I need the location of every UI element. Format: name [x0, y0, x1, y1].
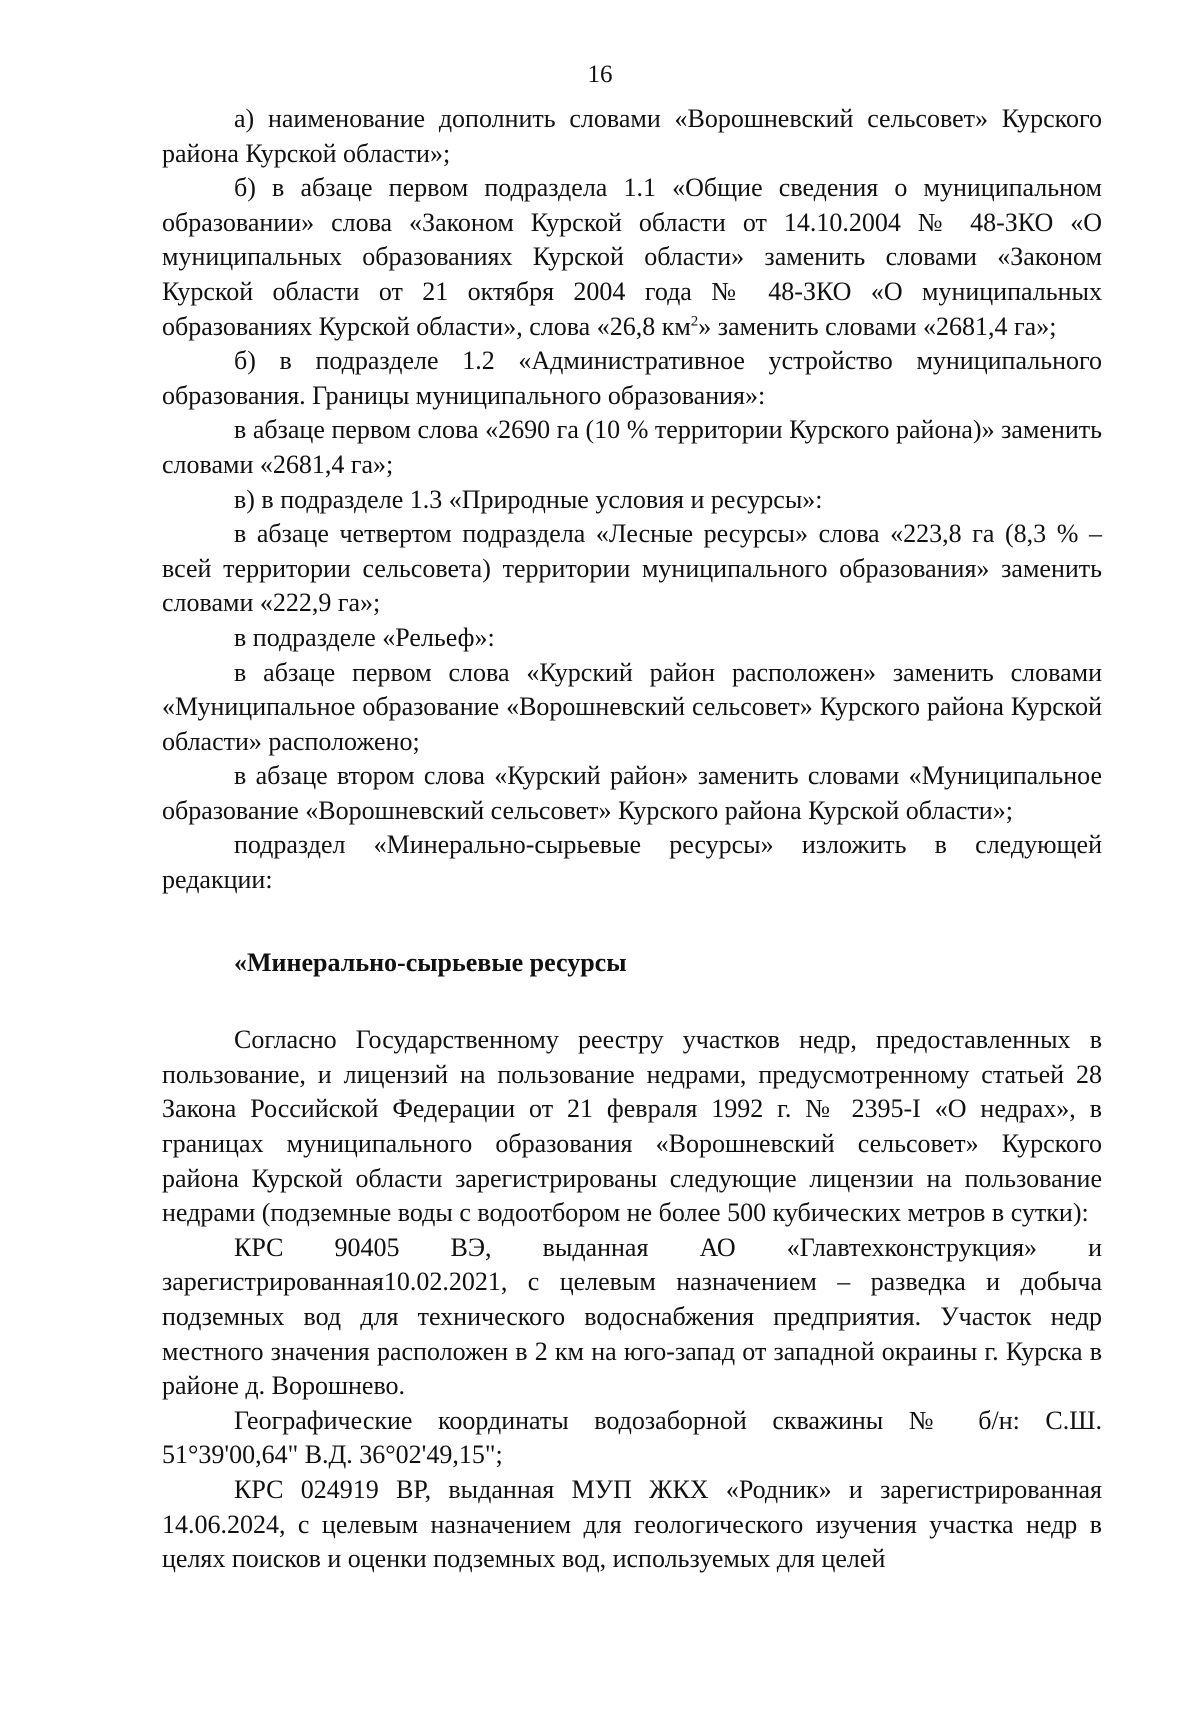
paragraph-amend-section-1-1: [162, 171, 1102, 344]
spacer: [162, 980, 1102, 1023]
document-body: [162, 102, 1102, 1577]
paragraph-relief-second-abzac: в абзаце втором слова «Курский район» заменить словами «Муниципальное образование «Ворошневский сельсовет» Курского района Курской области»;: [162, 761, 1102, 825]
paragraph-relief: в подразделе «Рельеф»:: [234, 622, 495, 652]
page-number: 16: [587, 61, 613, 88]
paragraph-coordinates: Географические координаты водозаборной скважины № б/н: С.Ш. 51°39'00,64" В.Д. 36°02'49,15";: [162, 1405, 1102, 1470]
paragraph-amend-section-1-3: в) в подразделе 1.3 «Природные условия и ресурсы»:: [234, 484, 823, 514]
paragraph-relief-first-abzac: в абзаце первом слова «Курский район расположен» заменить словами «Муниципальное образование «Ворошневский сельсовет» Курского района Курской области» расположено;: [162, 657, 1102, 756]
paragraph-amend-section-1-1-text: б) в абзаце первом подраздела 1.1 «Общие сведения о муниципальном образовании» слова «Законом Курской области от 14.10.2004 № 48-ЗКО «О муниципальных образованиях Курской области» заменить словами «Законом Курской области от 21 октября 2004 года № 48-ЗКО «О муниципальных образованиях Курской области», слова «26,8 км: [162, 173, 1102, 341]
paragraph-forest-resources: в абзаце четвертом подраздела «Лесные ресурсы» слова «223,8 га (8,3 % – всей территории сельсовета) территории муниципального образования» заменить словами «222,9 га»;: [162, 519, 1102, 618]
paragraph-license-90405: КРС 90405 ВЭ, выданная АО «Главтехконструкция» и зарегистрированная10.02.2021, с целевым назначением – разведка и добыча подземных вод для технического водоснабжения предприятия. Участок недр местного значения расположен в 2 км на юго-запад от западной окраины г. Курска в районе д. Ворошнево.: [162, 1232, 1102, 1401]
paragraph-amend-section-1-2: б) в подразделе 1.2 «Административное устройство муниципального образования. Границы муниципального образования»:: [162, 346, 1102, 410]
spacer: [162, 898, 1102, 946]
km2-superscript: 2: [690, 312, 699, 329]
section-heading: «Минерально-сырьевые ресурсы: [234, 947, 627, 977]
paragraph-first-abzac-area: в абзаце первом слова «2690 га (10 % территории Курского района)» заменить словами «2681,4 га»;: [162, 415, 1102, 479]
paragraph-amend-section-1-1-tail: » заменить словами «2681,4 га»;: [698, 311, 1057, 341]
paragraph-license-024919: КРС 024919 ВР, выданная МУП ЖКХ «Родник» и зарегистрированная 14.06.2024, с целевым назначением для геологического изучения участка недр в целях поисков и оценки подземных вод, используемых для целей: [162, 1474, 1102, 1574]
paragraph-amend-name: а) наименование дополнить словами «Ворошневский сельсовет» Курского района Курской области»;: [162, 104, 1102, 168]
paragraph-mineral-resources-intro: подраздел «Минерально-сырьевые ресурсы» изложить в следующей редакции:: [162, 830, 1102, 895]
paragraph-registry: Согласно Государственному реестру участков недр, предоставленных в пользование, и лицензий на пользование недрами, предусмотренному статьей 28 Закона Российской Федерации от 21 февраля 1992 г. № 2395-I «О недрах», в границах муниципального образования «Ворошневский сельсовет» Курского района Курской области зарегистрированы следующие лицензии на пользование недрами (подземные воды с водоотбором не более 500 кубических метров в сутки):: [162, 1025, 1102, 1228]
